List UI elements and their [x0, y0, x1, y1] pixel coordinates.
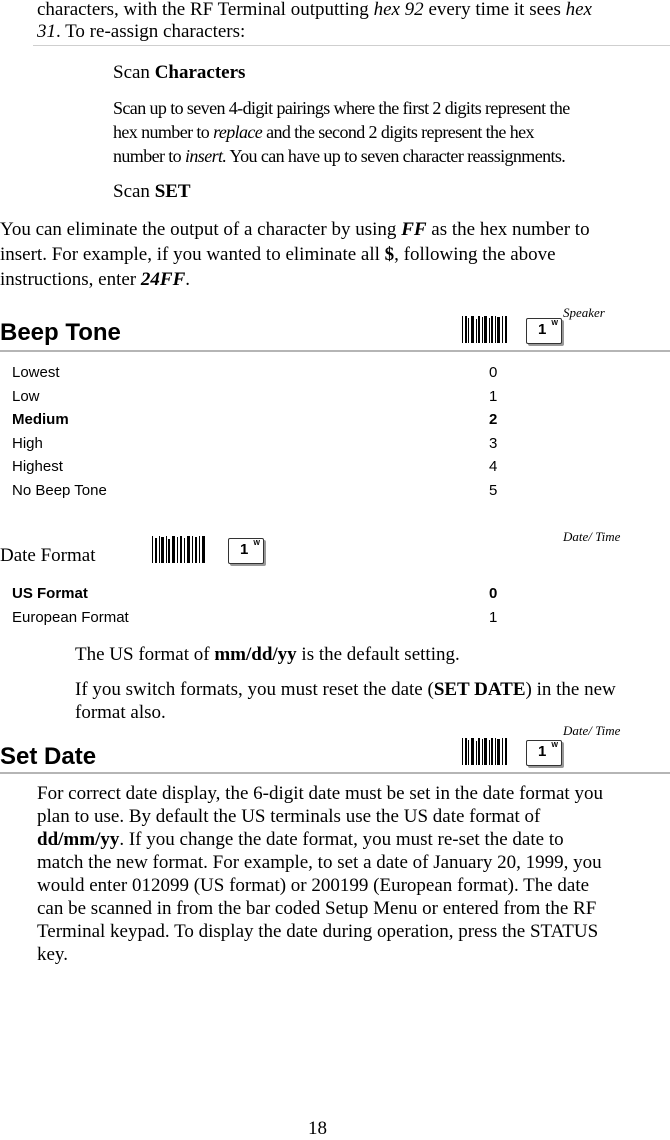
- option-label: Highest: [12, 458, 63, 475]
- set-date-rule: [0, 772, 670, 774]
- option-row: [12, 432, 512, 455]
- option-label: High: [12, 434, 43, 452]
- option-label: US Format: [12, 585, 88, 602]
- set-date-line-5: would enter 012099 (US format) or 200199 (European format). The date: [37, 875, 590, 896]
- date-format-note-2-line-2: format also.: [75, 702, 166, 723]
- set-date-line-1: For correct date display, the 6-digit date must be set in the date format you: [37, 783, 603, 804]
- option-value: 1: [489, 387, 498, 405]
- option-label: European Format: [12, 608, 129, 626]
- pairings-line-3: number to insert. You can have up to seven character reassignments.: [113, 146, 566, 166]
- eliminate-line-2: insert. For example, if you wanted to eliminate all $, following the above: [0, 244, 556, 265]
- scan-characters-step: Scan Characters: [113, 62, 246, 83]
- keypad-key-icon: 1 W: [526, 318, 562, 344]
- option-label: Lowest: [12, 364, 60, 381]
- option-value: 4: [489, 458, 498, 475]
- set-date-line-7: Terminal keypad. To display the date during operation, press the STATUS: [37, 921, 599, 942]
- keypad-key-icon: 1 W: [228, 538, 264, 564]
- set-date-line-3: dd/mm/yy. If you change the date format, you must re-set the date to: [37, 829, 564, 850]
- set-date-heading: Set Date: [0, 743, 97, 770]
- date-format-heading: Date Format: [0, 545, 96, 566]
- option-row: [12, 408, 512, 431]
- set-date-line-4: match the new format. For example, to set a date of January 20, 1999, you: [37, 852, 602, 873]
- option-label: No Beep Tone: [12, 481, 107, 499]
- option-label: Medium: [12, 411, 69, 428]
- set-date-line-8: key.: [37, 944, 68, 965]
- option-value: 5: [489, 481, 498, 499]
- pairings-line-2: hex number to replace and the second 2 digits represent the hex: [113, 122, 534, 142]
- beep-tone-barcode: [462, 316, 508, 343]
- intro-line-2: 31. To re-assign characters:: [37, 21, 246, 42]
- set-date-barcode: [462, 738, 508, 765]
- date-format-note-1: The US format of mm/dd/yy is the default setting.: [75, 644, 460, 665]
- scan-set-step: Scan SET: [113, 181, 191, 202]
- keypad-key-icon: 1 W: [526, 740, 562, 766]
- pairings-line-1: Scan up to seven 4-digit pairings where the first 2 digits represent the: [113, 98, 570, 118]
- option-row: [12, 582, 512, 605]
- option-value: 0: [489, 364, 498, 381]
- option-label: Low: [12, 387, 40, 405]
- option-row: [12, 455, 512, 478]
- option-value: 0: [489, 585, 498, 602]
- beep-tone-rule: [0, 350, 670, 352]
- intro-line-1: characters, with the RF Terminal outputting hex 92 every time it sees hex: [37, 0, 592, 20]
- option-row: [12, 479, 512, 502]
- set-date-line-6: can be scanned in from the bar coded Setup Menu or entered from the RF: [37, 898, 597, 919]
- intro-rule: [33, 45, 670, 46]
- option-row: [12, 385, 512, 408]
- beep-tone-heading: Beep Tone: [0, 319, 121, 346]
- date-format-barcode: [152, 536, 206, 563]
- option-row: [12, 361, 512, 384]
- set-date-line-2: plan to use. By default the US terminals use the US date format of: [37, 806, 541, 827]
- date-format-note-2-line-1: If you switch formats, you must reset the date (SET DATE) in the new: [75, 679, 616, 700]
- speaker-caption: Speaker: [563, 305, 605, 320]
- option-value: 3: [489, 434, 498, 452]
- date-time-caption: Date/ Time: [563, 723, 621, 738]
- eliminate-line-3: instructions, enter 24FF.: [0, 269, 190, 290]
- option-value: 1: [489, 608, 498, 626]
- page-number: 18: [308, 1118, 327, 1139]
- option-row: [12, 606, 512, 629]
- eliminate-line-1: You can eliminate the output of a character by using FF as the hex number to: [0, 219, 590, 240]
- date-time-caption: Date/ Time: [563, 529, 621, 544]
- option-value: 2: [489, 411, 498, 428]
